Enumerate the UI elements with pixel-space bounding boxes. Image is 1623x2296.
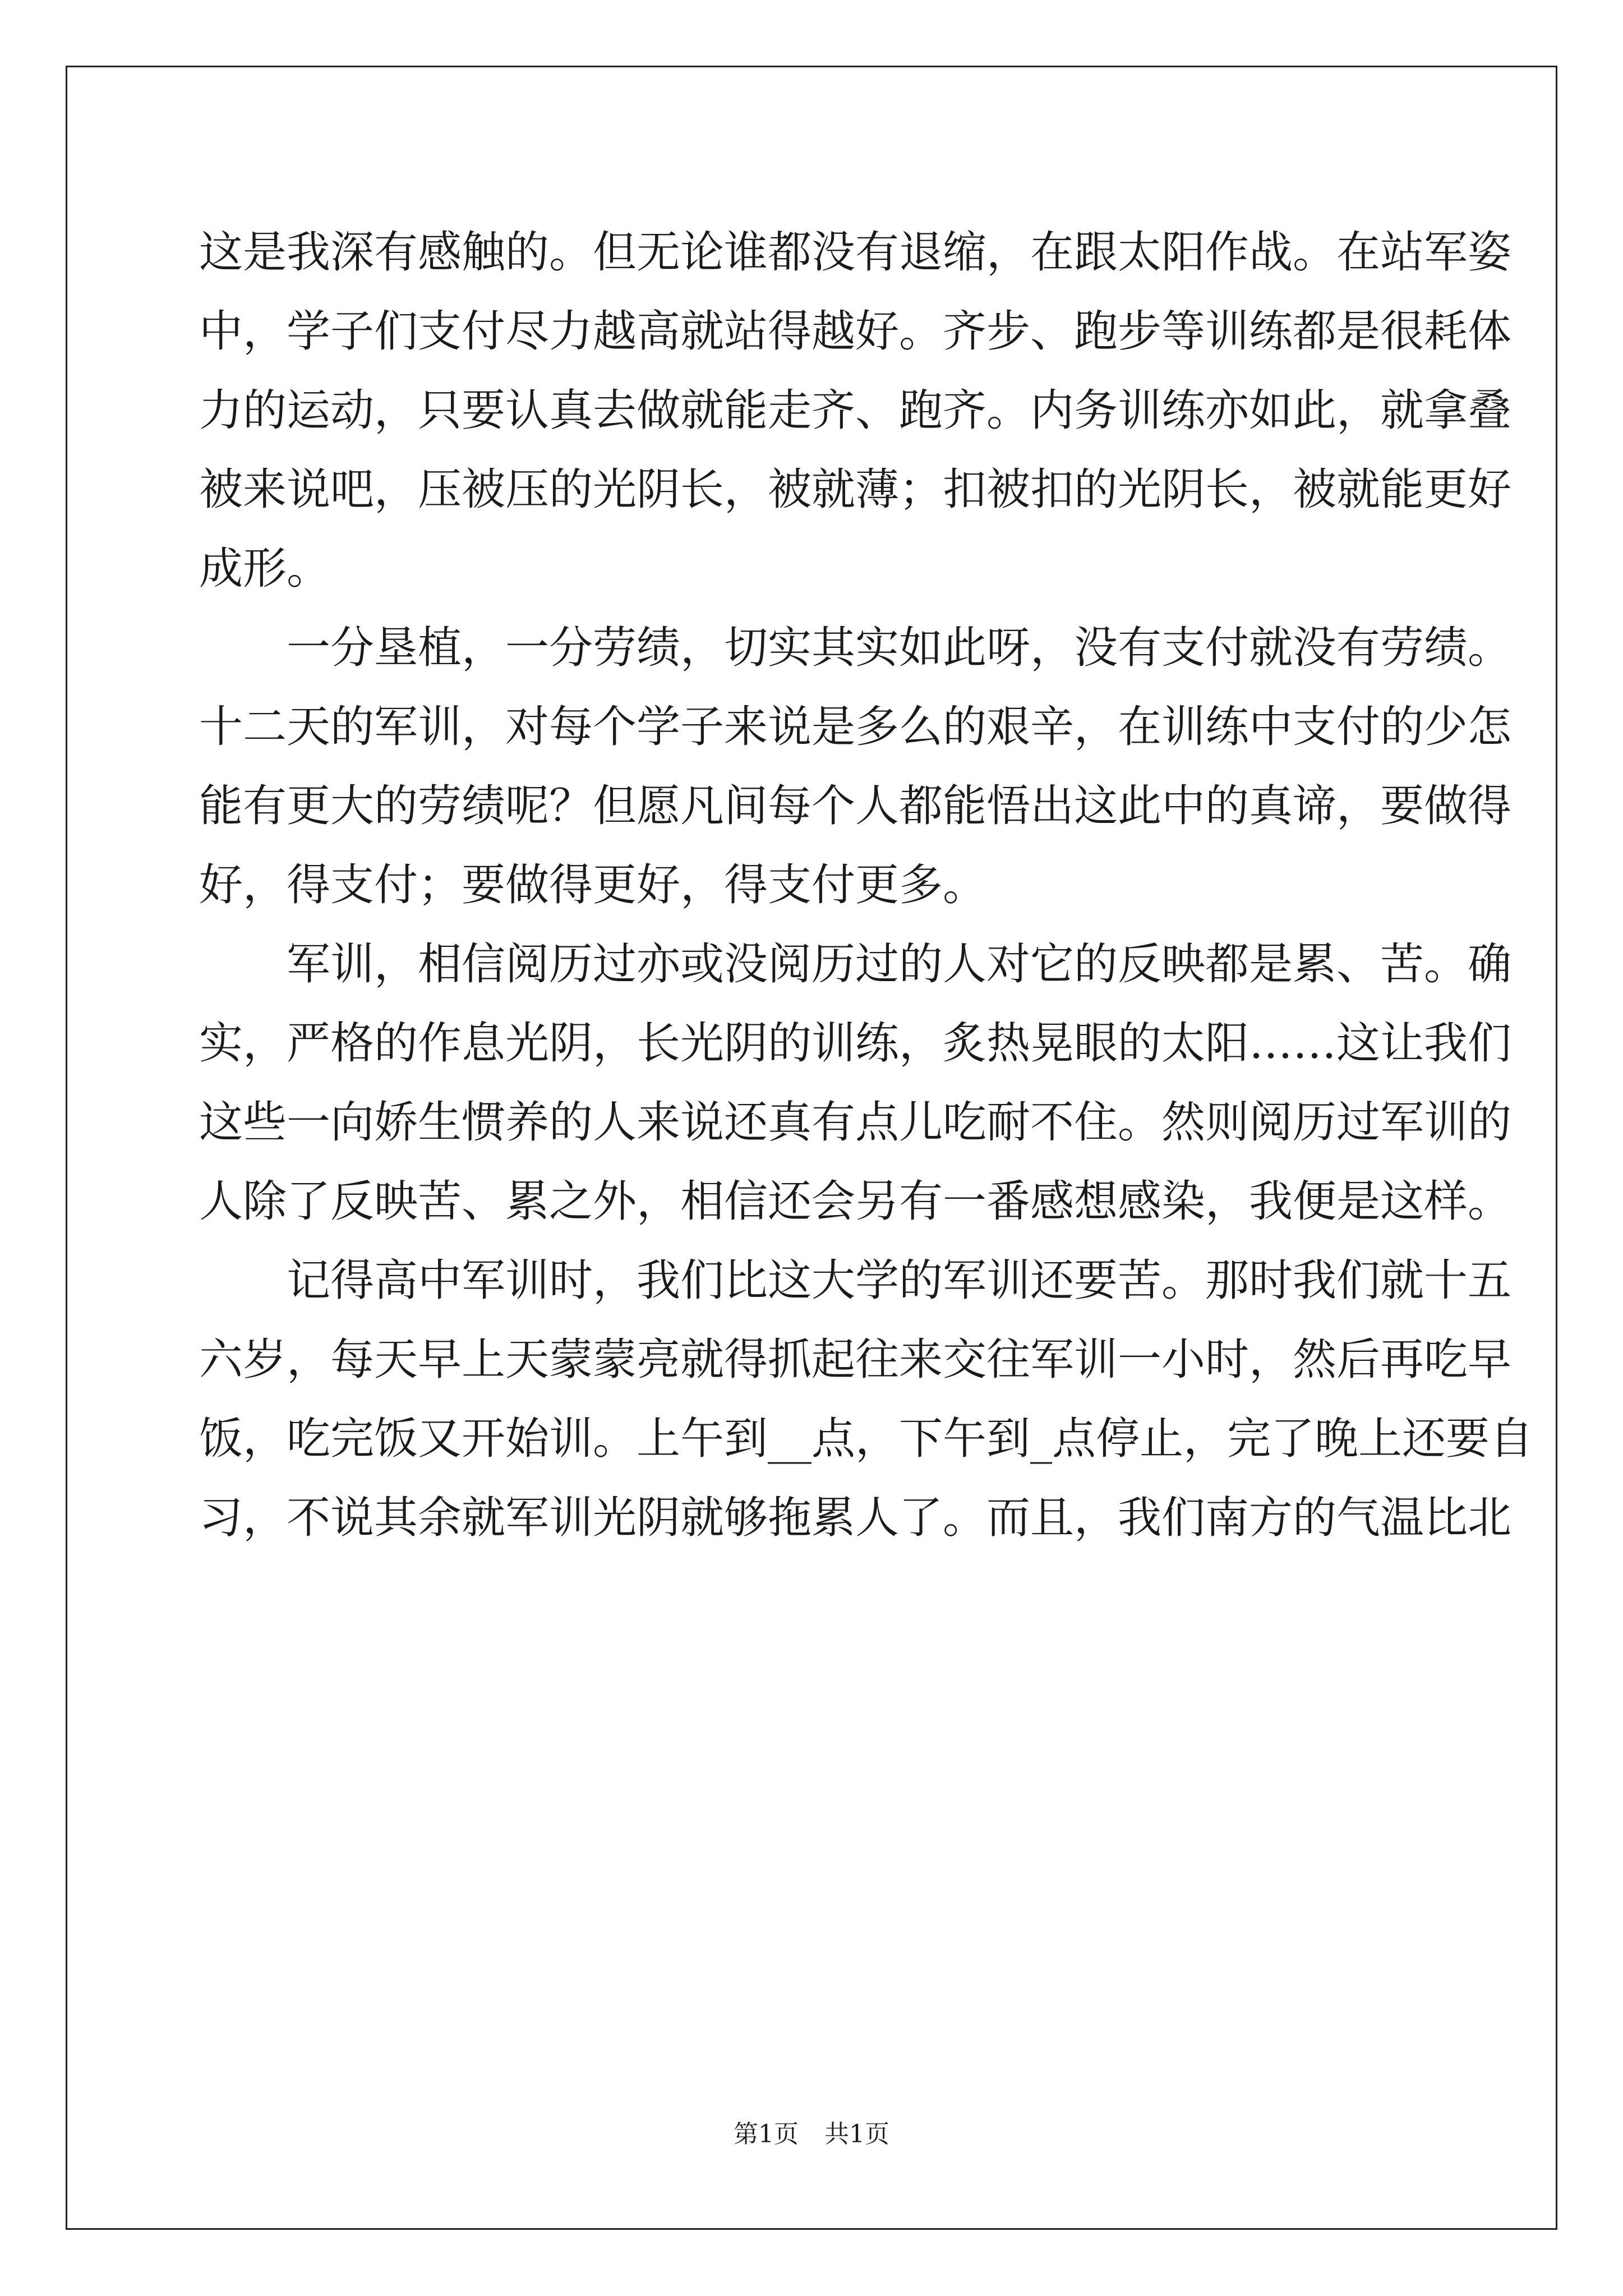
- page-footer: [0, 2118, 1623, 2151]
- text-line: 力的运动，只要认真去做就能走齐、跑齐。内务训练亦如此，就拿叠: [199, 385, 1512, 436]
- text-line: 成形。: [199, 544, 331, 594]
- text-line: 被来说吧，压被压的光阴长，被就薄；扣被扣的光阴长，被就能更好: [199, 464, 1512, 515]
- page-number: 第1页: [734, 2120, 799, 2148]
- page-total: 共1页: [824, 2120, 889, 2148]
- text-line: 军训，相信阅历过亦或没阅历过的人对它的反映都是累、苦。确: [199, 939, 1512, 990]
- text-line: 能有更大的劳绩呢？但愿凡间每个人都能悟出这此中的真谛，要做得: [199, 781, 1512, 831]
- text-line: 记得高中军训时，我们比这大学的军训还要苦。那时我们就十五: [199, 1255, 1512, 1306]
- text-line: 人除了反映苦、累之外，相信还会另有一番感想感染，我便是这样。: [199, 1176, 1512, 1227]
- text-line: 一分垦植，一分劳绩，切实其实如此呀，没有支付就没有劳绩。: [199, 623, 1512, 673]
- text-line: 这些一向娇生惯养的人来说还真有点儿吃耐不住。然则阅历过军训的: [199, 1097, 1512, 1148]
- text-line: 饭，吃完饭又开始训。上午到__点，下午到_点停止，完了晚上还要自: [199, 1414, 1534, 1464]
- text-line: 习，不说其余就军训光阴就够拖累人了。而且，我们南方的气温比北: [199, 1493, 1512, 1543]
- text-line: 中，学子们支付尽力越高就站得越好。齐步、跑步等训练都是很耗体: [199, 306, 1512, 357]
- document-body: [199, 213, 1534, 1558]
- text-line: 实，严格的作息光阴，长光阴的训练，炙热晃眼的太阳……这让我们: [199, 1018, 1512, 1069]
- text-line: 好，得支付；要做得更好，得支付更多。: [199, 860, 987, 910]
- text-line: 六岁，每天早上天蒙蒙亮就得抓起往来交往军训一小时，然后再吃早: [199, 1335, 1512, 1385]
- text-line: 十二天的军训，对每个学子来说是多么的艰辛，在训练中支付的少怎: [199, 702, 1512, 752]
- text-line: 这是我深有感触的。但无论谁都没有退缩，在跟太阳作战。在站军姿: [199, 227, 1512, 278]
